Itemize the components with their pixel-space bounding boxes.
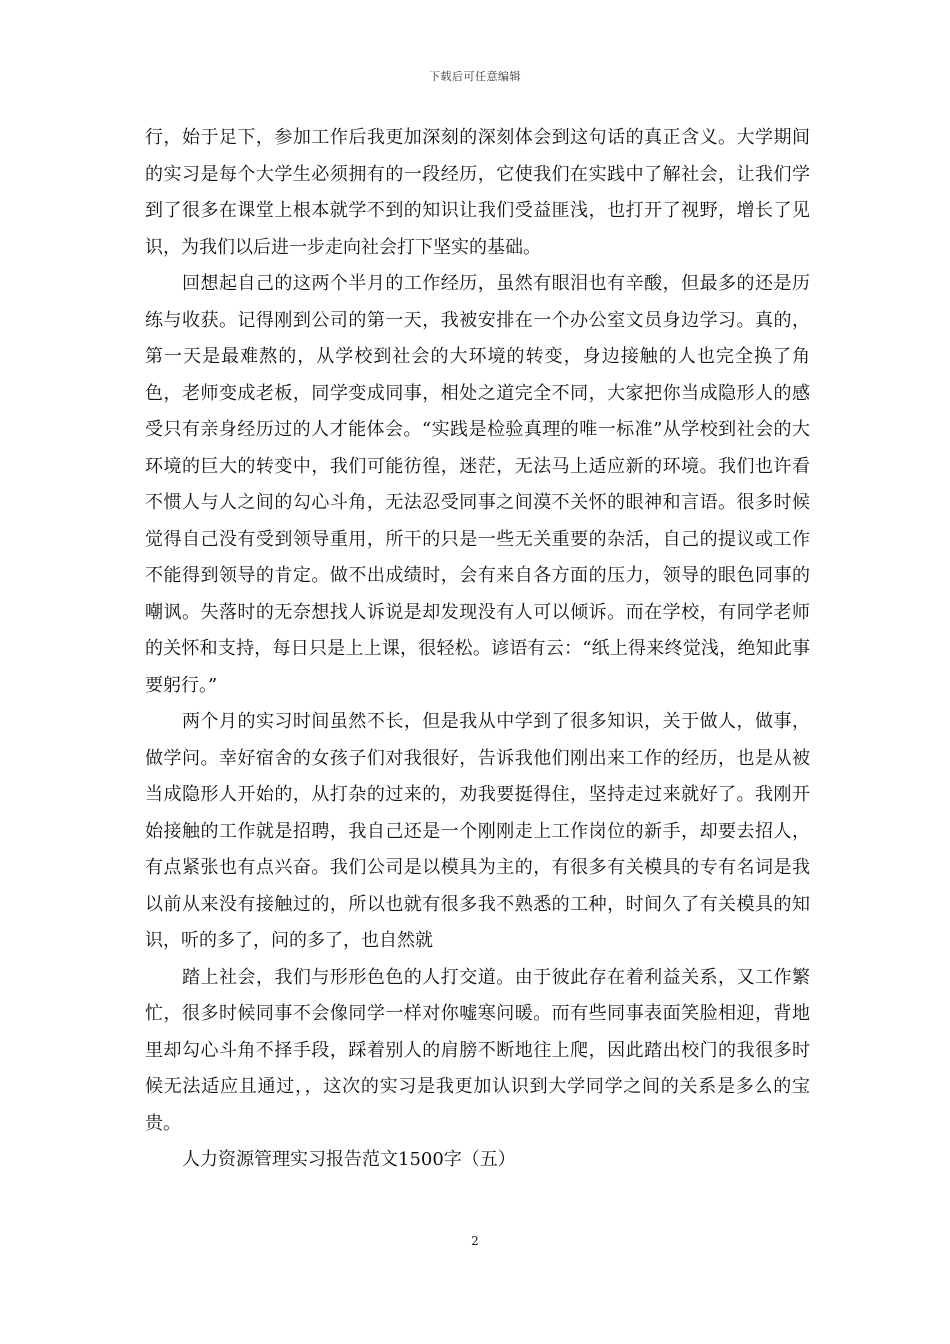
document-body (145, 120, 810, 1179)
page-header: 下载后可任意编辑 (429, 70, 521, 83)
paragraph-4: 踏上社会，我们与形形色色的人打交道。由于彼此存在着利益关系，又工作繁忙，很多时候同事不会像同学一样对你嘘寒问暖。而有些同事表面笑脸相迎，背地里却勾心斗角不择手段，踩着别人的肩膀不断地往上爬，因此踏出校门的我很多时候无法适应且通过，，这次的实习是我更加认识到大学同学之间的关系是多么的宝贵。 (145, 966, 810, 1134)
page-number: 2 (471, 1234, 479, 1248)
paragraph-2: 回想起自己的这两个半月的工作经历，虽然有眼泪也有辛酸，但最多的还是历练与收获。记得刚到公司的第一天，我被安排在一个办公室文员身边学习。真的，第一天是最难熬的，从学校到社会的大环境的转变，身边接触的人也完全换了角色，老师变成老板，同学变成同事，相处之道完全不同，大家把你当成隐形人的感受只有亲身经历过的人才能体会。“实践是检验真理的唯一标准”从学校到社会的大环境的巨大的转变中，我们可能彷徨，迷茫，无法马上适应新的环境。我们也许看不惯人与人之间的勾心斗角，无法忍受同事之间漠不关怀的眼神和言语。很多时候觉得自己没有受到领导重用，所干的只是一些无关重要的杂活，自己的提议或工作不能得到领导的肯定。做不出成绩时，会有来自各方面的压力，领导的眼色同事的嘲讽。失落时的无奈想找人诉说是却发现没有人可以倾诉。而在学校，有同学老师的关怀和支持，每日只是上上课，很轻松。谚语有云：“纸上得来终觉浅，绝知此事要躬行。” (145, 273, 810, 696)
section-heading: 人力资源管理实习报告范文1500字（五） (182, 1149, 516, 1170)
paragraph-1: 行，始于足下，参加工作后我更加深刻的深刻体会到这句话的真正含义。大学期间的实习是每个大学生必须拥有的一段经历，它使我们在实践中了解社会，让我们学到了很多在课堂上根本就学不到的知识让我们受益匪浅，也打开了视野，增长了见识，为我们以后进一步走向社会打下坚实的基础。 (145, 127, 810, 258)
paragraph-3: 两个月的实习时间虽然不长，但是我从中学到了很多知识，关于做人，做事，做学问。幸好宿舍的女孩子们对我很好，告诉我他们刚出来工作的经历，也是从被当成隐形人开始的，从打杂的过来的，劝我要挺得住，坚持走过来就好了。我刚开始接触的工作就是招聘，我自己还是一个刚刚走上工作岗位的新手，却要去招人，有点紧张也有点兴奋。我们公司是以模具为主的，有很多有关模具的专有名词是我以前从来没有接触过的，所以也就有很多我不熟悉的工种，时间久了有关模具的知识，听的多了，问的多了，也自然就 (145, 711, 810, 951)
